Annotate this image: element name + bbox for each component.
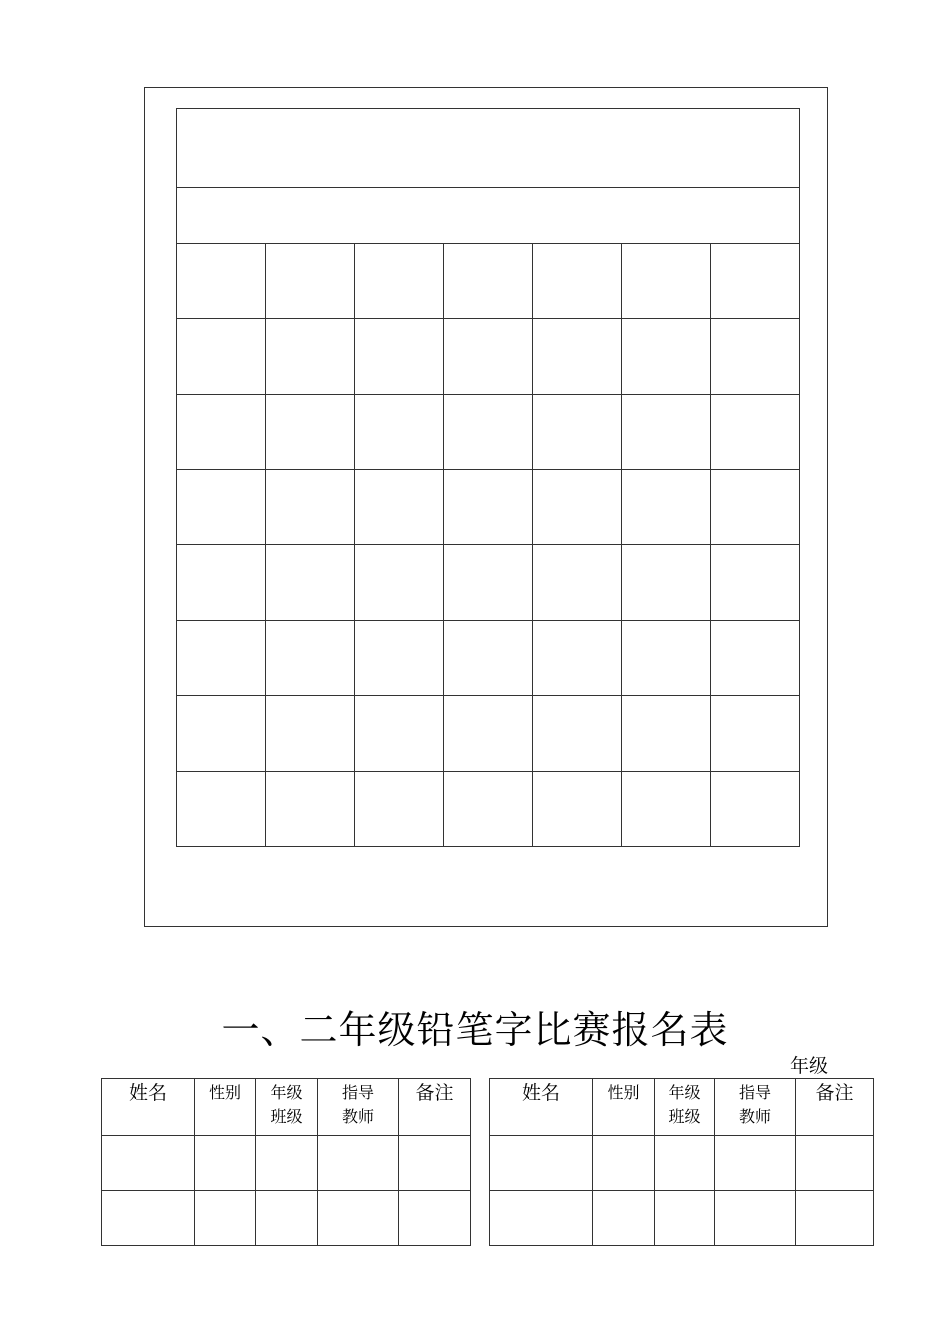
grid-cell [533,620,622,695]
grid-cell [177,243,266,318]
header-gender: 性别 [195,1079,256,1136]
teacher-cell[interactable] [715,1191,796,1246]
grid-cell [355,696,444,771]
grid-cell [444,469,533,544]
table-row [102,1191,471,1246]
header-remarks: 备注 [796,1079,874,1136]
class-cell[interactable] [655,1136,715,1191]
header-class: 年级 班级 [655,1079,715,1136]
grid-cell [355,319,444,394]
grid-cell [711,620,800,695]
grid-cell [533,696,622,771]
grid-cell [444,319,533,394]
grid-cell [444,771,533,846]
grid-cell [622,319,711,394]
writing-grid [176,108,800,847]
grid-cell [355,545,444,620]
grade-field [690,1053,828,1079]
grid-cell [177,696,266,771]
teacher-cell[interactable] [318,1136,399,1191]
grid-cell [355,620,444,695]
name-cell[interactable] [102,1136,195,1191]
grid-cell [622,771,711,846]
grid-cell [177,319,266,394]
grid-cell [533,243,622,318]
grid-cell [622,545,711,620]
grid-cell [533,771,622,846]
grid-cell [533,394,622,469]
grid-cell [711,394,800,469]
grid-cell [711,319,800,394]
class-cell[interactable] [256,1136,318,1191]
grid-cell [444,243,533,318]
table-row [102,1136,471,1191]
grid-cell [266,545,355,620]
grid-cell [177,545,266,620]
grid-cell [266,620,355,695]
remarks-cell[interactable] [796,1191,874,1246]
header-name: 姓名 [102,1079,195,1136]
grid-cell [355,394,444,469]
grid-cell [355,243,444,318]
grid-cell [355,469,444,544]
grid-cell [177,469,266,544]
grid-cell [266,394,355,469]
grid-cell [266,771,355,846]
grade-blank-line[interactable] [690,1056,790,1079]
grid-subtitle-cell [177,188,800,243]
grid-row [177,319,800,394]
header-class: 年级 班级 [256,1079,318,1136]
remarks-cell[interactable] [796,1136,874,1191]
grid-cell [266,243,355,318]
name-cell[interactable] [490,1191,593,1246]
grid-row [177,696,800,771]
registration-table-left [101,1078,471,1246]
table-header-row [102,1079,471,1136]
grid-cell [711,696,800,771]
grid-cell [622,394,711,469]
grid-cell [622,469,711,544]
grid-cell [622,696,711,771]
table-row [490,1191,874,1246]
header-teacher: 指导 教师 [715,1079,796,1136]
grid-cell [533,469,622,544]
grid-cell [266,469,355,544]
grid-cell [711,545,800,620]
gender-cell[interactable] [195,1191,256,1246]
grid-cell [711,771,800,846]
grid-cell [711,243,800,318]
grid-row [177,394,800,469]
grid-cell [533,319,622,394]
grid-cell [177,620,266,695]
gender-cell[interactable] [195,1136,256,1191]
grid-cell [177,771,266,846]
grid-cell [177,394,266,469]
grid-cell [622,243,711,318]
grid-row [177,545,800,620]
grid-cell [444,620,533,695]
grid-row [177,243,800,318]
header-teacher: 指导 教师 [318,1079,399,1136]
grid-title-cell [177,109,800,188]
header-name: 姓名 [490,1079,593,1136]
grid-cell [444,394,533,469]
grid-cell [444,545,533,620]
name-cell[interactable] [102,1191,195,1246]
teacher-cell[interactable] [715,1136,796,1191]
grid-row [177,469,800,544]
grid-cell [266,319,355,394]
grid-cell [355,771,444,846]
grade-label: 年级 [790,1055,829,1077]
name-cell[interactable] [490,1136,593,1191]
grid-cell [533,545,622,620]
registration-table-right [489,1078,874,1246]
header-remarks: 备注 [399,1079,471,1136]
remarks-cell[interactable] [399,1191,471,1246]
grid-cell [444,696,533,771]
grid-row [177,620,800,695]
grid-cell [622,620,711,695]
grid-row [177,771,800,846]
class-cell[interactable] [256,1191,318,1246]
teacher-cell[interactable] [318,1191,399,1246]
remarks-cell[interactable] [399,1136,471,1191]
grid-cell [266,696,355,771]
grid-cell [711,469,800,544]
gender-cell[interactable] [593,1191,655,1246]
page-title: 一、二年级铅笔字比赛报名表 [221,1008,729,1052]
class-cell[interactable] [655,1191,715,1246]
header-gender: 性别 [593,1079,655,1136]
table-header-row [490,1079,874,1136]
table-row [490,1136,874,1191]
gender-cell[interactable] [593,1136,655,1191]
